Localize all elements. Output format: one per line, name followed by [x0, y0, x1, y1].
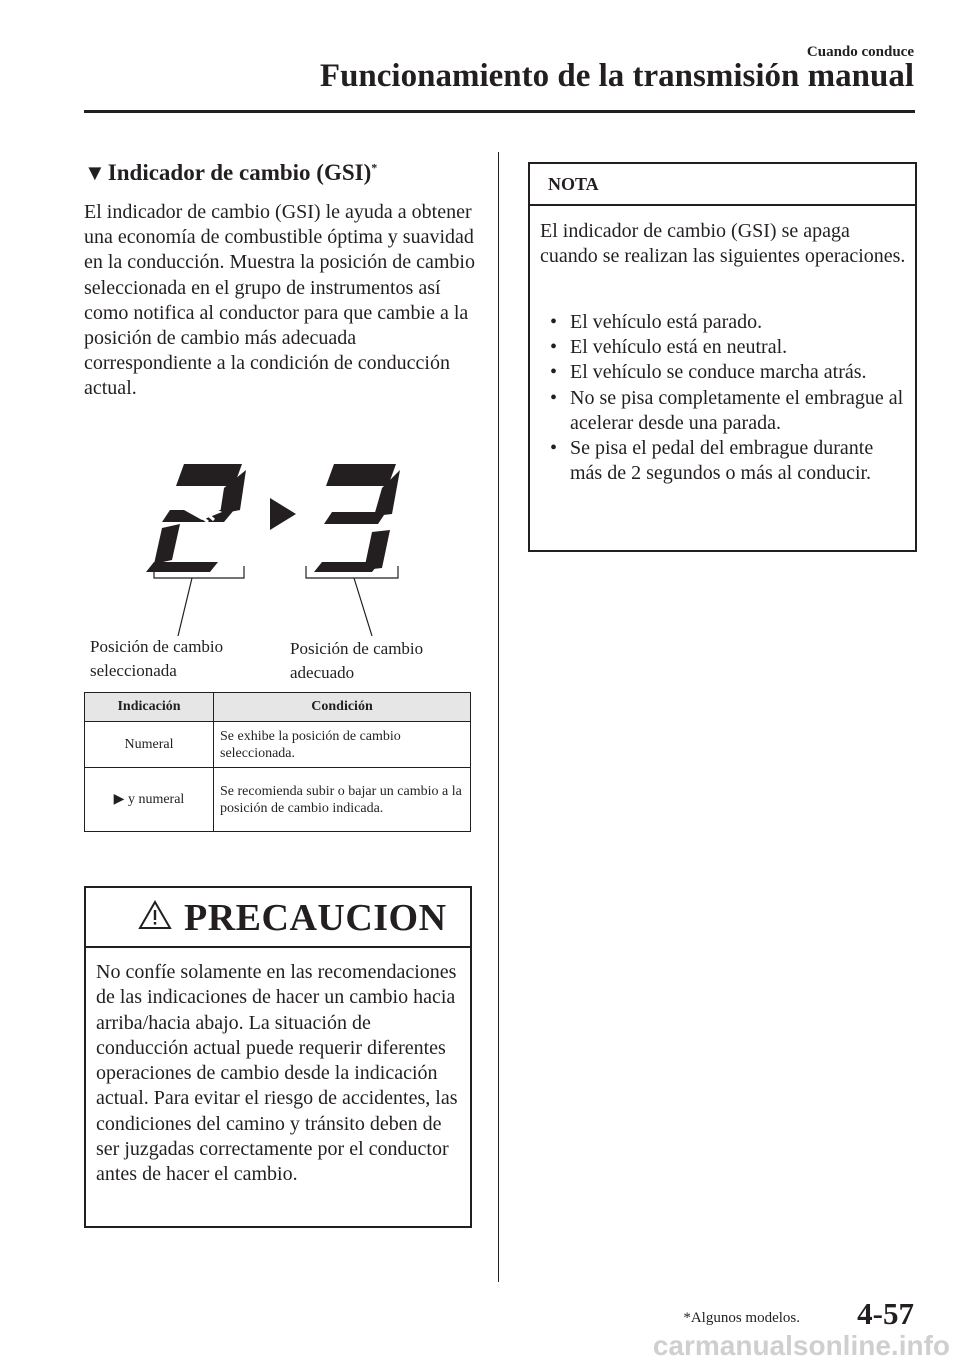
caution-text: No confíe solamente en las recomendaciones de las indicaciones de hacer un cambio hacia arriba/hacia abajo. La situación de conducción actual puede requerir diferentes operaciones de cambio desde la indicación actual. Para evitar el riesgo de accidentes, las condiciones del camino y tránsito deben de ser juzgadas correctamente por el conductor antes de hacer el cambio. [96, 961, 458, 1186]
triangle-down-icon: ▼ [84, 160, 106, 185]
table-header-indicacion: Indicación [85, 693, 214, 722]
right-leader-line [354, 578, 372, 636]
list-item [540, 335, 910, 360]
table-cell-indicacion-text: y numeral [127, 792, 185, 807]
gsi-display-illustration [84, 450, 484, 690]
table-cell-indicacion [85, 768, 214, 832]
right-label-line1: Posición de cambio [290, 639, 424, 658]
shift-arrow-icon: ▶ [113, 792, 125, 807]
table-row [85, 722, 471, 768]
table-cell-condicion: Se recomienda subir o bajar un cambio a la posición de cambio indicada. [214, 768, 471, 832]
list-item-text: El vehículo se conduce marcha atrás. [570, 361, 867, 384]
digit-two-icon [146, 464, 246, 572]
table-cell-condicion: Se exhibe la posición de cambio seleccionada. [214, 722, 471, 768]
right-label-line2: adecuado [290, 663, 355, 682]
section-heading-text: Indicador de cambio (GSI) [107, 160, 372, 185]
intro-paragraph: El indicador de cambio (GSI) le ayuda a obtener una economía de combustible óptima y suavidad en la conducción. Muestra la posición de cambio seleccionada en el grupo de instrumentos así como notifica al conductor para que cambie a la posición de cambio más adecuada correspondiente a la condición de conducción actual. [84, 201, 475, 400]
bullet-icon: • [550, 311, 558, 333]
list-item-text: No se pisa completamente el embrague al acelerar desde una parada. [570, 386, 904, 434]
list-item-text: Se pisa el pedal del embrague durante más de 2 segundos o más al conducir. [570, 437, 874, 485]
note-list [540, 310, 910, 486]
warning-triangle-icon [138, 900, 172, 930]
list-item-text: El vehículo está parado. [570, 311, 763, 333]
bullet-icon: • [550, 361, 558, 384]
left-label-line1: Posición de cambio [90, 637, 224, 656]
caution-title: PRECAUCION [184, 897, 447, 939]
table-row [85, 768, 471, 832]
bullet-icon: • [550, 437, 558, 460]
caution-header [86, 888, 470, 948]
bullet-icon: • [550, 336, 558, 359]
note-box [528, 162, 917, 552]
digit-three-icon [314, 464, 400, 572]
footnote: *Algunos modelos. [683, 1310, 800, 1326]
note-text: El indicador de cambio (GSI) se apaga cuando se realizan las siguientes operaciones. [540, 220, 906, 268]
bullet-icon: • [550, 386, 558, 409]
section-heading [84, 160, 377, 186]
table-header-row [85, 693, 471, 722]
indication-table [84, 692, 471, 832]
note-header [530, 164, 915, 206]
gsi-diagram [84, 450, 484, 690]
section-heading-asterisk: * [371, 160, 378, 175]
left-label-line2: seleccionada [90, 661, 177, 680]
page-number: 4-57 [857, 1296, 914, 1331]
page-title: Funcionamiento de la transmisión manual [319, 58, 914, 94]
list-item [540, 386, 910, 436]
column-divider [498, 152, 499, 1282]
list-item [540, 310, 910, 335]
table-header-condicion: Condición [214, 693, 471, 722]
watermark: carmanualsonline.info [652, 1330, 950, 1361]
header-rule [84, 110, 915, 113]
list-item [540, 360, 910, 385]
caution-box [84, 886, 472, 1228]
list-item-text: El vehículo está en neutral. [570, 336, 788, 359]
shift-up-arrow-icon [270, 498, 296, 530]
table-cell-indicacion: Numeral [85, 722, 214, 768]
list-item [540, 436, 910, 486]
note-title: NOTA [548, 174, 599, 194]
left-leader-line [178, 578, 192, 636]
header-section-label: Cuando conduce [806, 44, 914, 60]
